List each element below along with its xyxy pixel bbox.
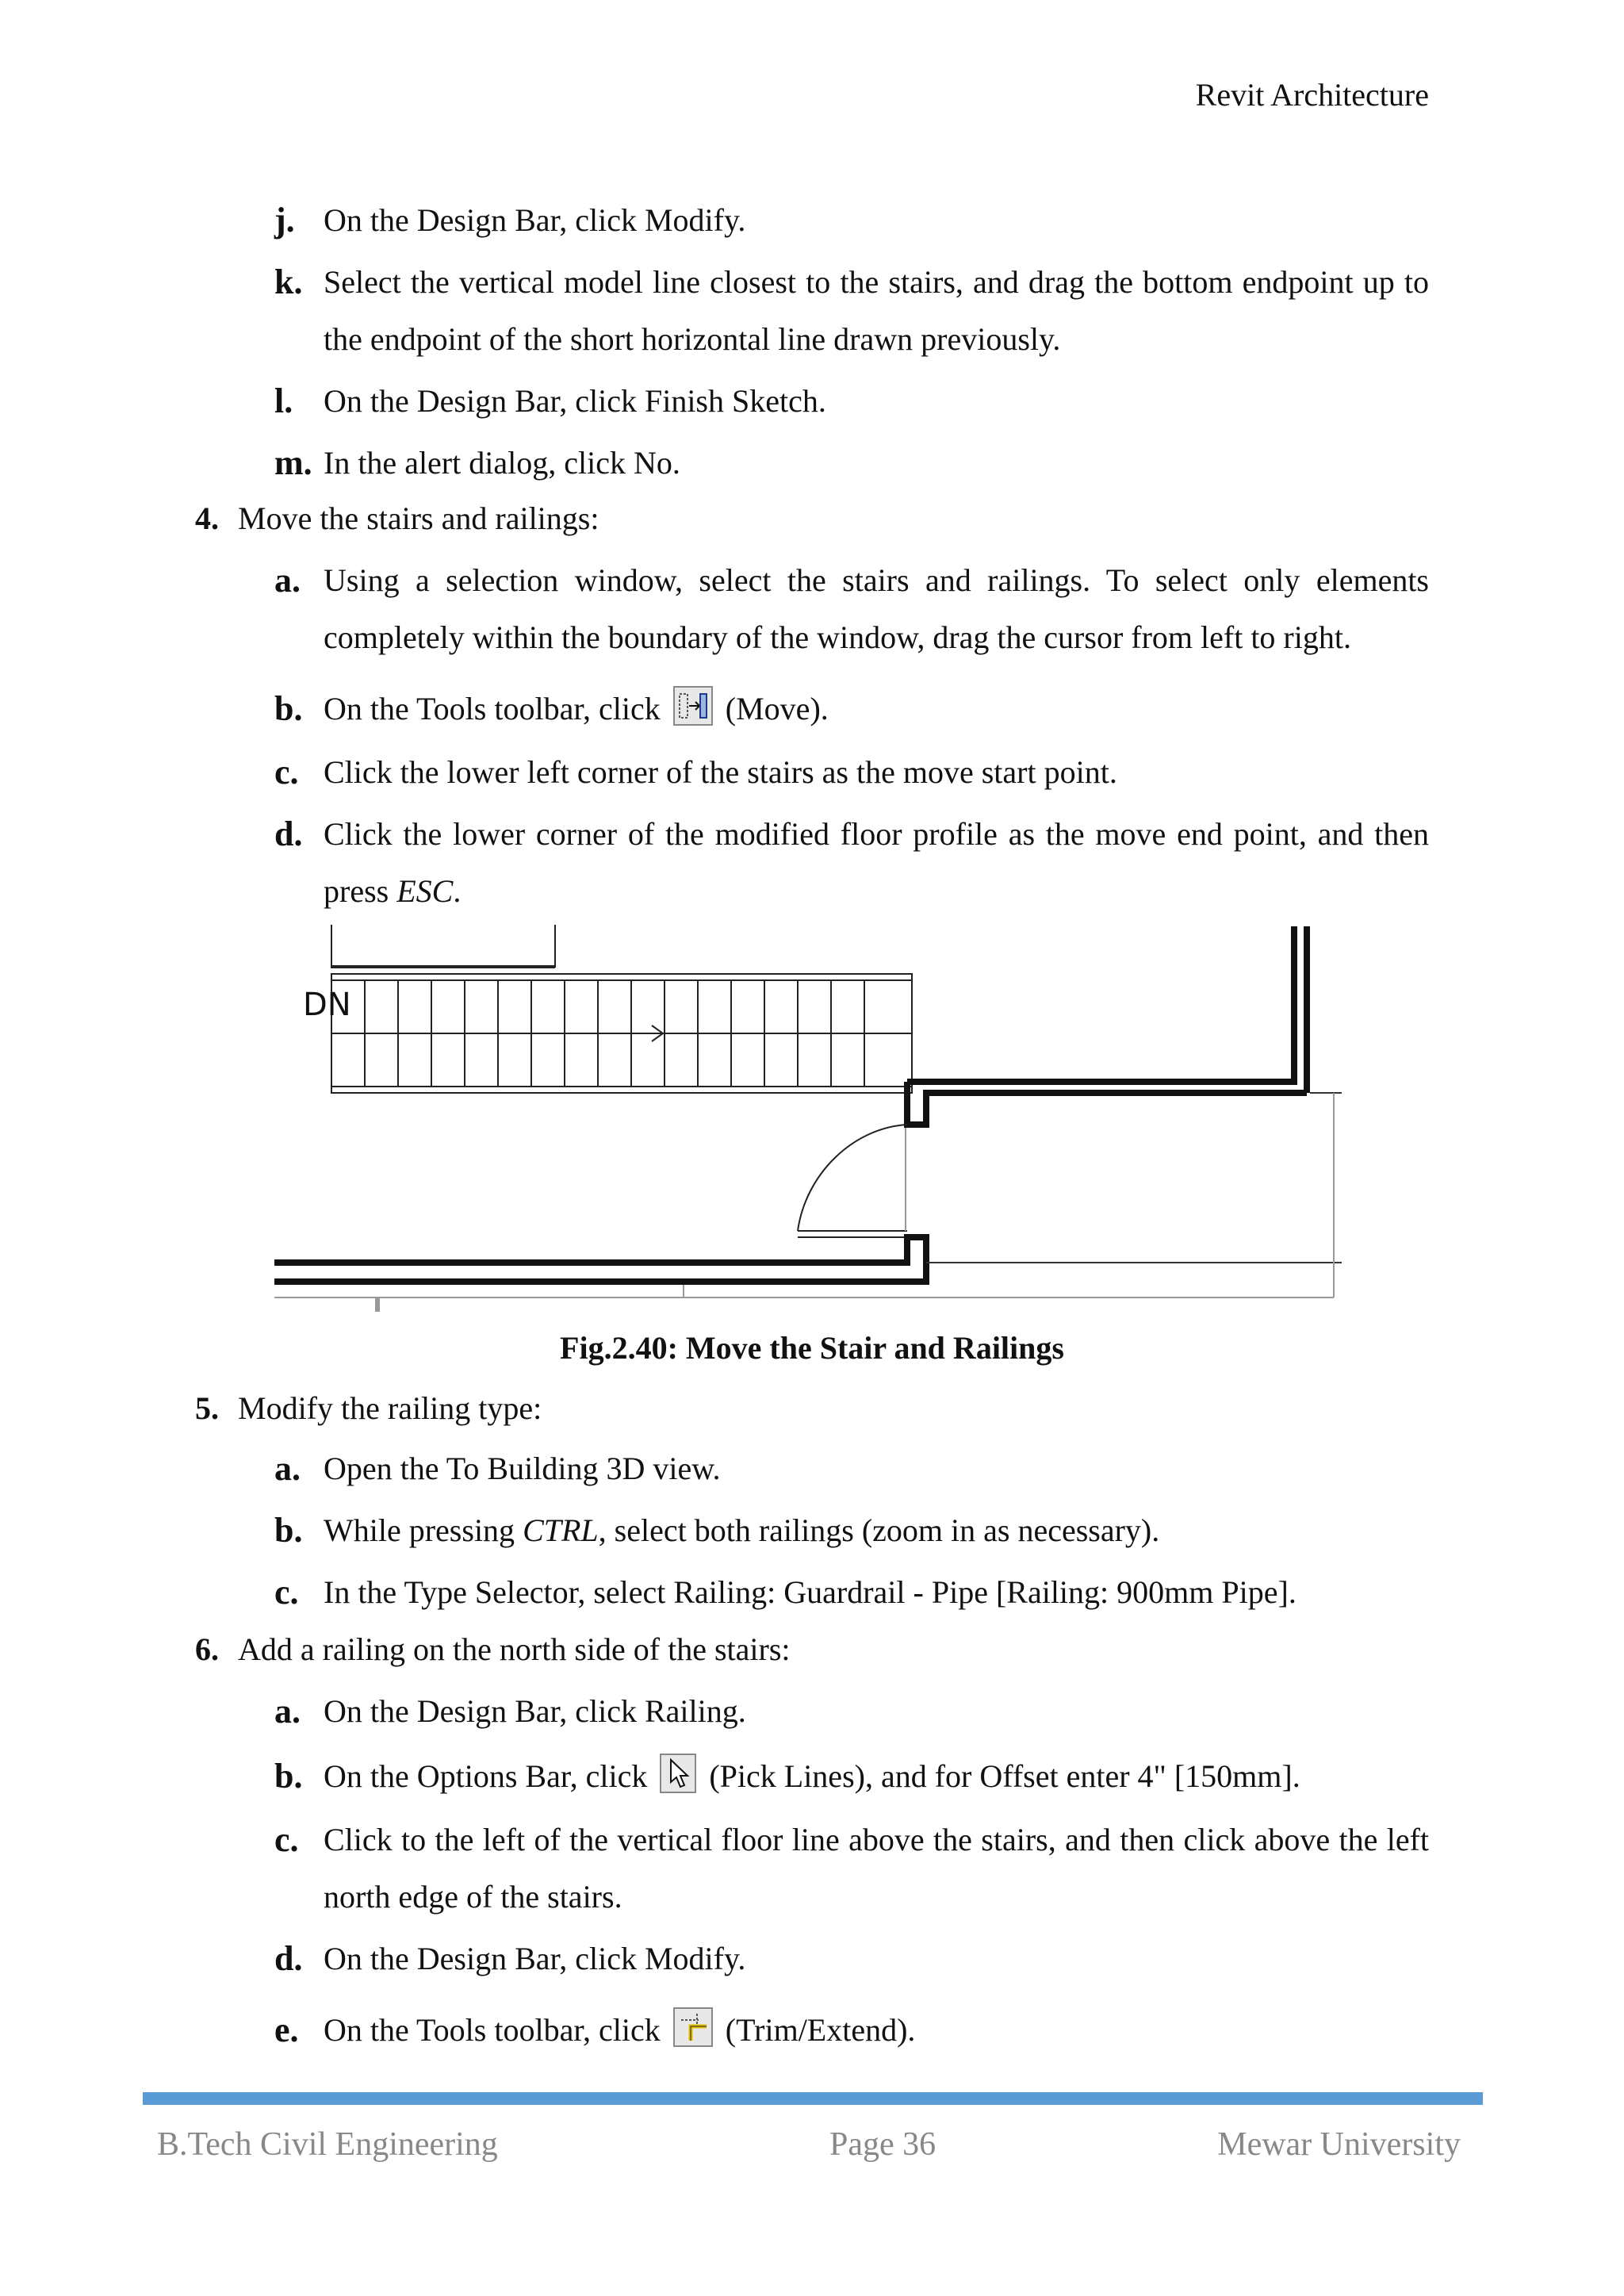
sub-step-4b: [274, 680, 1429, 738]
sub-step-text: On the Options Bar, click: [324, 1758, 648, 1794]
step-number: 6.: [195, 1631, 219, 1667]
sub-step-text-line: Click the lower corner of the modified floor profile as the move end point, and then: [324, 816, 1429, 852]
footer-page-number: Page 36: [829, 2126, 936, 2163]
figure-label-dn: DN: [303, 987, 351, 1023]
sub-step-6e: [274, 2002, 1429, 2059]
sub-step-5c: [274, 1564, 1429, 1621]
header-title: Revit Architecture: [1195, 77, 1429, 113]
step-text: Move the stairs and railings:: [238, 500, 599, 536]
sub-step-letter: b.: [274, 1511, 303, 1550]
trim-extend-icon: [673, 2007, 713, 2047]
sub-step-text-line: north edge of the stairs.: [324, 1879, 622, 1915]
sub-step-letter: a.: [274, 1692, 301, 1731]
step-5: [195, 1380, 542, 1437]
sub-step-letter: j.: [274, 201, 295, 240]
sub-step-letter: c.: [274, 1820, 299, 1859]
footer-right: Mewar University: [1217, 2126, 1461, 2163]
sub-step-text: press: [324, 873, 389, 909]
sub-step-letter: a.: [274, 1449, 301, 1488]
sub-step-letter: c.: [274, 753, 299, 792]
footer-left: B.Tech Civil Engineering: [157, 2126, 498, 2163]
sub-step-text: On the Design Bar, click Modify.: [324, 202, 746, 238]
sub-step-text: Open the To Building 3D view.: [324, 1451, 721, 1486]
sub-step-letter: a.: [274, 561, 301, 600]
sub-step-text: On the Design Bar, click Railing.: [324, 1693, 746, 1729]
sub-step-text: In the Type Selector, select Railing: Guardrail - Pipe [Railing: 900mm Pipe].: [324, 1574, 1297, 1610]
sub-step-letter: d.: [274, 815, 303, 853]
sub-step-letter: l.: [274, 381, 293, 420]
sub-step-letter: k.: [274, 263, 303, 301]
sub-step-5b: [274, 1502, 1429, 1559]
step-number: 5.: [195, 1390, 219, 1426]
sub-step-k: [274, 254, 1429, 368]
sub-step-letter: e.: [274, 2010, 299, 2049]
sub-step-6d: [274, 1930, 1429, 1987]
sub-step-4d: [274, 806, 1429, 920]
move-icon: [673, 686, 713, 726]
sub-step-text: (Trim/Extend).: [725, 2012, 916, 2048]
sub-step-text: , select both railings (zoom in as necessary).: [598, 1512, 1160, 1548]
sub-step-4a: [274, 552, 1429, 666]
sub-step-letter: b.: [274, 689, 303, 728]
footer-rule: [143, 2092, 1483, 2105]
step-4: [195, 490, 599, 547]
sub-step-text-line: the endpoint of the short horizontal line drawn previously.: [324, 321, 1061, 357]
sub-step-text-line: Using a selection window, select the stairs and railings. To select only elements: [324, 562, 1429, 598]
sub-step-letter: c.: [274, 1573, 299, 1612]
sub-step-text: (Move).: [725, 691, 829, 726]
step-number: 4.: [195, 500, 219, 536]
sub-step-text-line: Click to the left of the vertical floor line above the stairs, and then click above the left: [324, 1822, 1429, 1857]
stair-move-figure: [274, 920, 1350, 1317]
sub-step-text: In the alert dialog, click No.: [324, 445, 680, 481]
sub-step-text: On the Tools toolbar, click: [324, 691, 661, 726]
sub-step-text: On the Design Bar, click Finish Sketch.: [324, 383, 826, 419]
sub-step-m: [274, 435, 1429, 492]
sub-step-letter: m.: [274, 443, 312, 482]
key-name: ESC: [396, 873, 454, 909]
sub-step-4c: [274, 744, 1429, 801]
sub-step-text: (Pick Lines), and for Offset enter 4" [150mm].: [709, 1758, 1300, 1794]
pick-lines-icon: [660, 1754, 696, 1793]
sub-step-letter: b.: [274, 1757, 303, 1796]
sub-step-text: While pressing: [324, 1512, 515, 1548]
step-text: Modify the railing type:: [238, 1390, 542, 1426]
step-text: Add a railing on the north side of the stairs:: [238, 1631, 791, 1667]
figure-caption: Fig.2.40: Move the Stair and Railings: [560, 1330, 1064, 1366]
sub-step-text: .: [453, 873, 462, 909]
sub-step-text: On the Tools toolbar, click: [324, 2012, 661, 2048]
sub-step-text: On the Design Bar, click Modify.: [324, 1941, 746, 1976]
sub-step-6c: [274, 1811, 1429, 1926]
sub-step-text-line: completely within the boundary of the window, drag the cursor from left to right.: [324, 619, 1351, 655]
key-name: CTRL: [523, 1512, 599, 1548]
sub-step-j: [274, 192, 1429, 249]
sub-step-l: [274, 373, 1429, 430]
sub-step-6a: [274, 1683, 1429, 1740]
sub-step-text: Click the lower left corner of the stairs as the move start point.: [324, 754, 1117, 790]
sub-step-6b: [274, 1748, 1429, 1805]
step-6: [195, 1621, 791, 1678]
sub-step-5a: [274, 1440, 1429, 1497]
sub-step-letter: d.: [274, 1939, 303, 1978]
sub-step-text-line: Select the vertical model line closest to the stairs, and drag the bottom endpoint up to: [324, 264, 1429, 300]
